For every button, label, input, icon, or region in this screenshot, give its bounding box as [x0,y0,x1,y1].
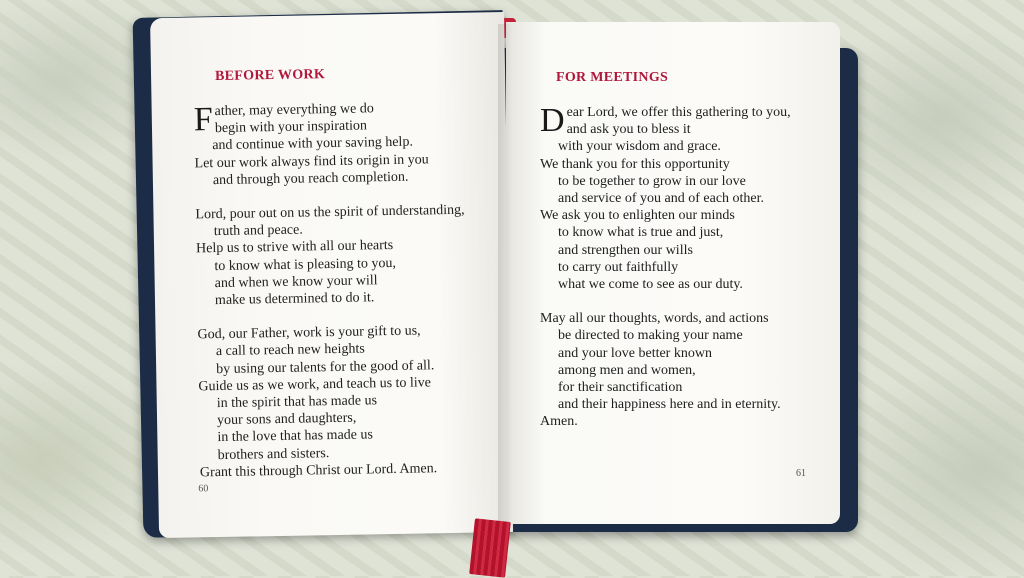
prayer-line: to be together to grow in our love [558,173,746,189]
prayer-line: to know what is true and just, [558,225,724,241]
prayer-line: Help us to strive with all our hearts [195,238,394,257]
prayer-line: and service of you and of each other. [558,191,765,207]
prayer-line: and through you reach completion. [212,169,409,188]
prayer-line: and their happiness here and in eternity. [558,397,781,413]
prayer-line: by using our talents for the good of all. [216,357,435,377]
prayer-line: and strengthen our wills [558,242,693,258]
first-line-text: ather, may everything we do [214,101,374,120]
prayer-line: in the spirit that has made us [216,393,378,412]
prayer-line: Lord, pour out on us the spirit of understanding, [195,202,465,223]
prayer-line: make us determined to do it. [214,290,375,309]
ribbon-bookmark [469,518,511,577]
prayer-before-work [194,99,470,482]
prayer-line: and your love better known [558,345,712,361]
page-number: 60 [198,483,209,495]
page-number: 61 [796,468,806,479]
prayer-line: begin with your inspiration [214,118,368,137]
prayer-line: We ask you to enlighten our minds [540,208,735,224]
stanzas [540,121,791,430]
prayer-line: Amen. [540,414,578,430]
prayer-line: your sons and daughters, [216,410,357,429]
right-page [506,22,840,524]
prayer-line: what we come to see as our duty. [558,277,743,293]
prayer-line: truth and peace. [213,222,303,240]
dropcap: F [193,101,214,139]
prayer-line: be directed to making your name [558,328,743,344]
left-page [150,12,513,538]
first-line-text: ear Lord, we offer this gathering to you, [566,105,791,120]
prayer-line: in the love that has made us [217,427,374,446]
prayer-line: Grant this through Christ our Lord. Amen. [199,461,438,481]
stanzas [194,116,469,482]
prayer-line: Guide us as we work, and teach us to live [198,375,432,395]
prayer-line: brothers and sisters. [217,445,330,463]
prayer-line: among men and women, [558,362,696,378]
stanza-gap [540,293,791,310]
prayer-line: with your wisdom and grace. [558,139,721,155]
prayer-line: to carry out faithfully [558,259,679,275]
prayer-for-meetings [540,104,791,431]
prayer-line: God, our Father, work is your gift to us, [197,323,421,343]
prayer-line: May all our thoughts, words, and actions [540,311,769,327]
heading-for-meetings: FOR MEETINGS [556,70,669,85]
book-gutter [498,24,512,524]
prayer-line: and when we know your will [214,273,378,291]
heading-before-work: BEFORE WORK [214,67,326,85]
prayer-line: a call to reach new heights [215,341,365,360]
dropcap: D [540,102,565,139]
prayer-line: for their sanctification [558,380,683,396]
prayer-line: We thank you for this opportunity [540,156,730,172]
prayer-line: to know what is pleasing to you, [214,255,397,274]
prayer-line: and ask you to bless it [566,122,691,138]
prayer-line: Let our work always find its origin in you [194,151,429,172]
prayer-line: and continue with your saving help. [212,135,414,154]
